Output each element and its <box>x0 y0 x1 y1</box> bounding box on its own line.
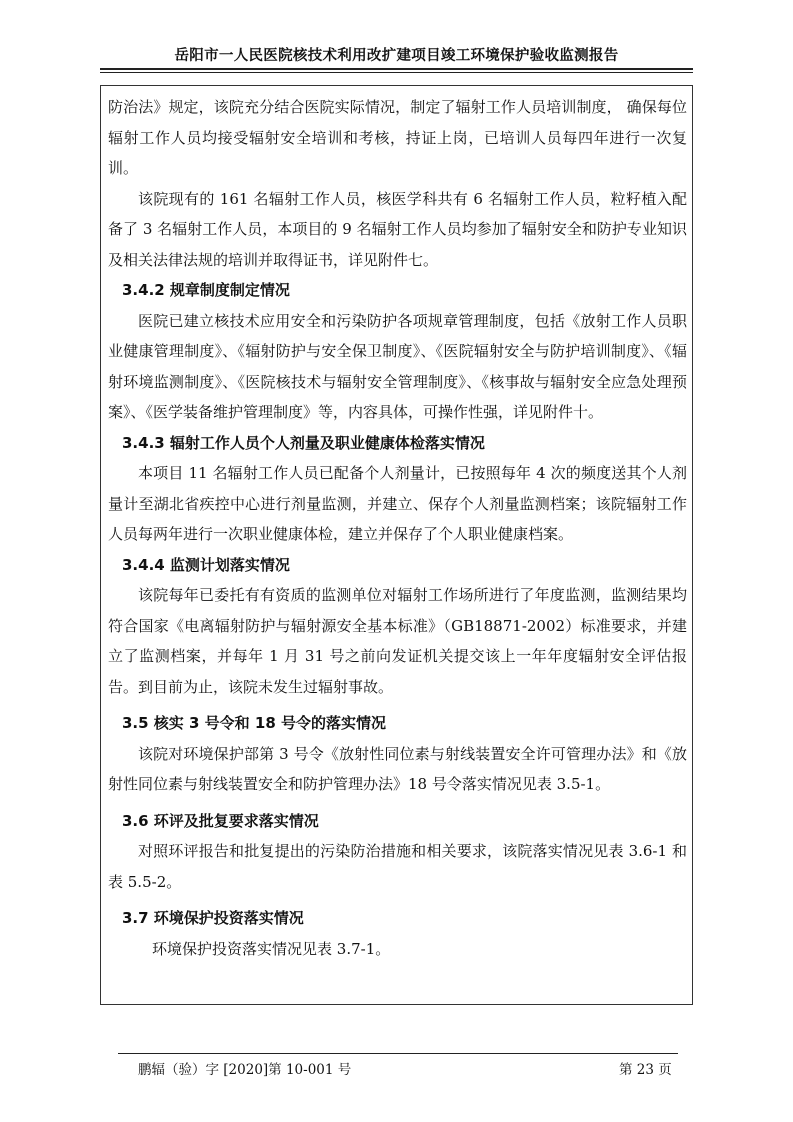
paragraph-orders: 该院对环境保护部第 3 号令《放射性同位素与射线装置安全许可管理办法》和《放射性同位素与射线装置安全和防护管理办法》18 号令落实情况见表 3.5-1。 <box>108 744 687 793</box>
paragraph-staff: 该院现有的 161 名辐射工作人员，核医学科共有 6 名辐射工作人员，粒籽植入配备了 3 名辐射工作人员，本项目的 9 名辐射工作人员均参加了辐射安全和防护专业知识及相关法律法规的培训并取得证书，详见附件七。 <box>108 189 687 269</box>
footer-doc-number: 鹏辐（验）字 [2020]第 10-001 号 <box>138 1062 352 1078</box>
page-header-title: 岳阳市一人民医院核技术利用改扩建项目竣工环境保护验收监测报告 <box>174 48 619 64</box>
heading-3-4-4: 3.4.4 监测计划落实情况 <box>122 555 290 574</box>
heading-3-5: 3.5 核实 3 号令和 18 号令的落实情况 <box>122 714 386 732</box>
paragraph-regulations: 医院已建立核技术应用安全和污染防护各项规章管理制度，包括《放射工作人员职业健康管理制度》、《辐射防护与安全保卫制度》、《医院辐射安全与防护培训制度》、《辐射环境监测制度》、《医院核技术与辐射安全管理制度》、《核事故与辐射安全应急处理预案》、《医学装备维护管理制度》等，内容具体，可操作性强，详见附件十。 <box>108 311 687 421</box>
footer-rule <box>118 1053 678 1054</box>
heading-3-4-2: 3.4.2 规章制度制定情况 <box>122 281 290 299</box>
header-rule-thin <box>100 72 693 73</box>
header-rule-thick <box>100 68 693 70</box>
heading-3-4-3: 3.4.3 辐射工作人员个人剂量及职业健康体检落实情况 <box>122 433 485 452</box>
paragraph-dosimetry: 本项目 11 名辐射工作人员已配备个人剂量计，已按照每年 4 次的频度送其个人剂量计至湖北省疾控中心进行剂量监测，并建立、保存个人剂量监测档案；该院辐射工作人员每两年进行一次职业健康体检，建立并保存了个人职业健康档案。 <box>108 464 687 543</box>
heading-3-6: 3.6 环评及批复要求落实情况 <box>122 811 319 830</box>
heading-3-7: 3.7 环境保护投资落实情况 <box>122 909 304 927</box>
paragraph-eia: 对照环评报告和批复提出的污染防治措施和相关要求，该院落实情况见表 3.6-1 和表 5.5-2。 <box>108 842 687 891</box>
report-body <box>100 92 693 964</box>
paragraph-monitoring: 该院每年已委托有有资质的监测单位对辐射工作场所进行了年度监测，监测结果均符合国家《电离辐射防护与辐射源安全基本标准》（GB18871-2002）标准要求，并建立了监测档案，并每年 1 月 31 号之前向发证机关提交该上一年年度辐射安全评估报告。到目前为止，该院未发生过辐射事故。 <box>108 586 687 696</box>
paragraph-investment: 环境保护投资落实情况见表 3.7-1。 <box>152 939 391 958</box>
paragraph-training: 防治法》规定，该院充分结合医院实际情况，制定了辐射工作人员培训制度， 确保每位辐射工作人员均接受辐射安全培训和考核，持证上岗，已培训人员每四年进行一次复训。 <box>108 98 687 177</box>
footer-page-number: 第 23 页 <box>619 1062 672 1078</box>
